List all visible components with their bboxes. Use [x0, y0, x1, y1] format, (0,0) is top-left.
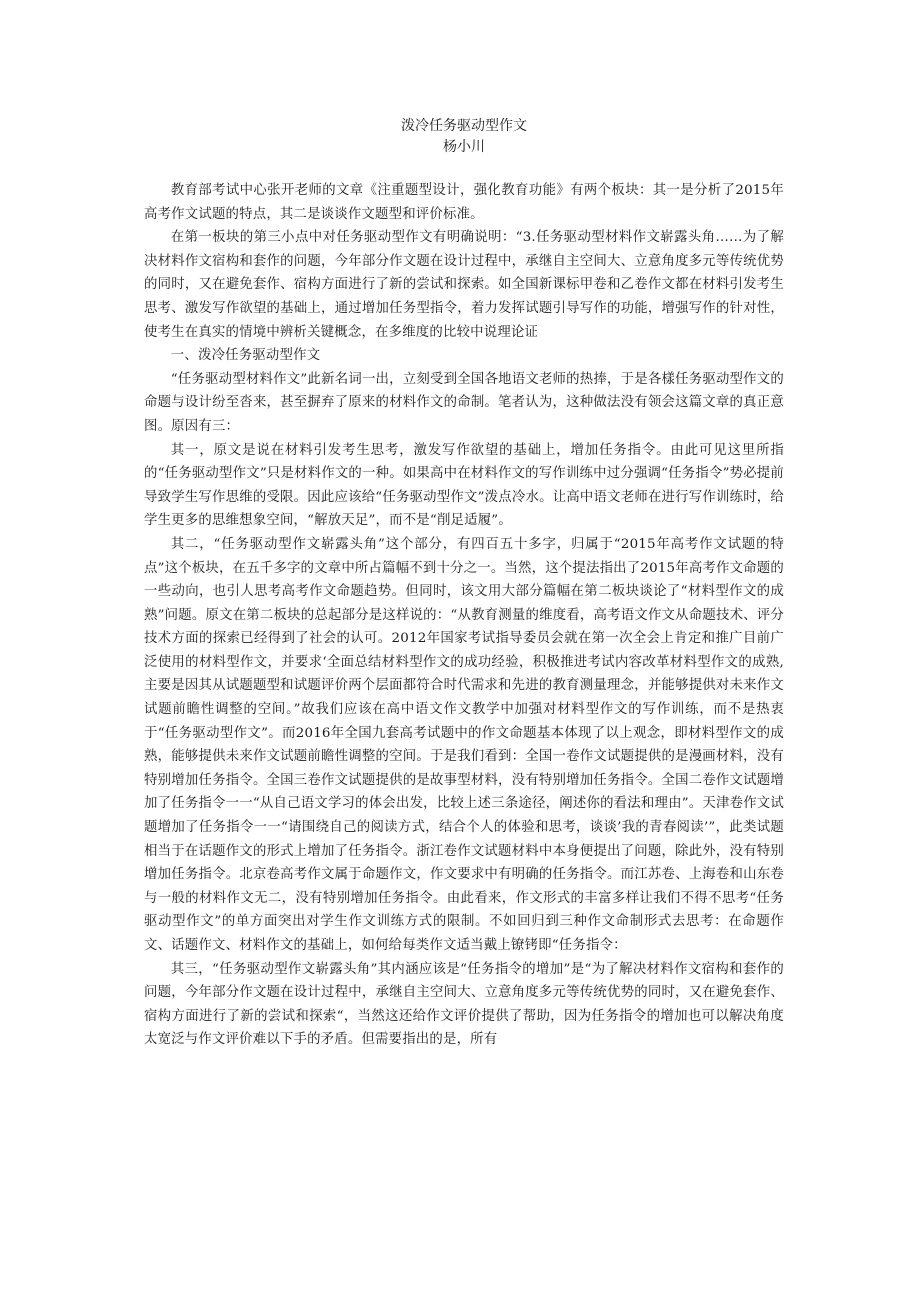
document-body — [144, 112, 784, 1052]
paragraph-reason-three: 其三，“任务驱动型作文崭露头角”其内涵应该是“任务指令的增加”是“为了解决材料作文宿构和套作的问题，今年部分作文题在设计过程中，承继自主空间大、立意角度多元等传统优势的同时，又在避免套作、宿构方面进行了新的尝试和探索“，当然这还给作文评价提供了帮助，因为任务指令的增加也可以解决角度太宽泛与作文评价难以下手的矛盾。但需要指出的是，所有 — [144, 961, 784, 1048]
document-title: 泼冷任务驱动型作文 — [401, 118, 527, 134]
paragraph-reason-one: 其一，原文是说在材料引发考生思考，激发写作欲望的基础上，增加任务指令。由此可见这里所指的“任务驱动型作文”只是材料作文的一种。如果高中在材料作文的写作训练中过分强调“任务指令”势必提前导致学生写作思维的受限。因此应该给“任务驱动型作文”泼点冷水。让高中语文老师在进行写作训练时，给学生更多的思维想象空间，“解放天足”，而不是“削足适履”。 — [144, 442, 784, 529]
paragraph-reason-two: 其二，“任务驱动型作文崭露头角”这个部分，有四百五十多字，归属于“2015年高考作文试题的特点”这个板块，在五千多字的文章中所占篇幅不到十分之一。当然，这个提法指出了2015年高考作文命题的一些动向，也引人思考高考作文命题趋势。但同时，该文用大部分篇幅在第二板块谈论了“材料型作文的成熟”问题。原文在第二板块的总起部分是这样说的：“从教育测量的维度看，高考语文作文从命题技术、评分技术方面的探索已经得到了社会的认可。2012年国家考试指导委员会就在第一次全会上肯定和推广目前广泛使用的材料型作文，并要求‘全面总结材料型作文的成功经验，积极推进考试内容改革材料型作文的成熟,主要是因其从试题题型和试题评价两个层面都符合时代需求和先进的教育测量理念，并能够提供对未来作文试题前瞻性调整的空间。”故我们应该在高中语文作文教学中加强对材料型作文的写作训练，而不是热衷于“任务驱动型作文”。而2016年全国九套高考试题中的作文命题基本体现了以上观念，即材料型作文的成熟，能够提供未来作文试题前瞻性调整的空间。于是我们看到：全国一卷作文试题提供的是漫画材料，没有特别增加任务指令。全国三卷作文试题提供的是故事型材料，没有特别增加任务指令。全国二卷作文试题增加了任务指令一一“从自己语文学习的体会出发，比较上述三条途径，阐述你的看法和理由”。天津卷作文试题增加了任务指令一一“请围绕自己的阅读方式，结合个人的体验和思考，谈谈’我的青春阅读’”，此类试题相当于在话题作文的形式上增加了任务指令。浙江卷作文试题材料中本身便提出了问题，除此外，没有特别增加任务指令。北京卷高考作文属于命题作文，作文要求中有明确的任务指令。而江苏卷、上海卷和山东卷与一般的材料作文无二，没有特别增加任务指令。由此看来，作文形式的丰富多样让我们不得不思考“任务驱动型作文”的单方面突出对学生作文训练方式的限制。不如回归到三种作文命制形式去思考：在命题作文、话题作文、材料作文的基础上，如何给每类作文适当戴上镣铐即“任务指令： — [144, 536, 784, 953]
paragraph-opinion: “任务驱动型材料作文”此新名词一出，立刻受到全国各地语文老师的热捧，于是各樣任务驱动型作文的命题与设计纷至沓来，甚至摒弃了原来的材料作文的命制。笔者认为，这种做法没有领会这篇文章的真正意图。原因有三： — [144, 371, 784, 434]
section-heading: 一、泼冷任务驱动型作文 — [170, 348, 321, 364]
document-author: 杨小川 — [443, 139, 485, 155]
paragraph-quote: 在第一板块的第三小点中对任务驱动型作文有明确说明：“3.任务驱动型材料作文崭露头角……为了解决材料作文宿构和套作的问题，今年部分作文题在设计过程中，承继自主空间大、立意角度多元等传统优势的同时，又在避免套作、宿构方面进行了新的尝试和探索。如全国新课标甲卷和乙卷作文都在材料引发考生思考、激发写作欲望的基础上，通过增加任务型指令，着力发挥试题引导写作的功能，增强写作的针对性，使考生在真实的情境中辨析关键概念，在多维度的比较中说理论证 — [144, 230, 784, 340]
paragraph-intro: 教育部考试中心张开老师的文章《注重题型设计，强化教育功能》有两个板块：其一是分析了2015年高考作文试题的特点，其二是谈谈作文题型和评价标准。 — [144, 183, 784, 222]
